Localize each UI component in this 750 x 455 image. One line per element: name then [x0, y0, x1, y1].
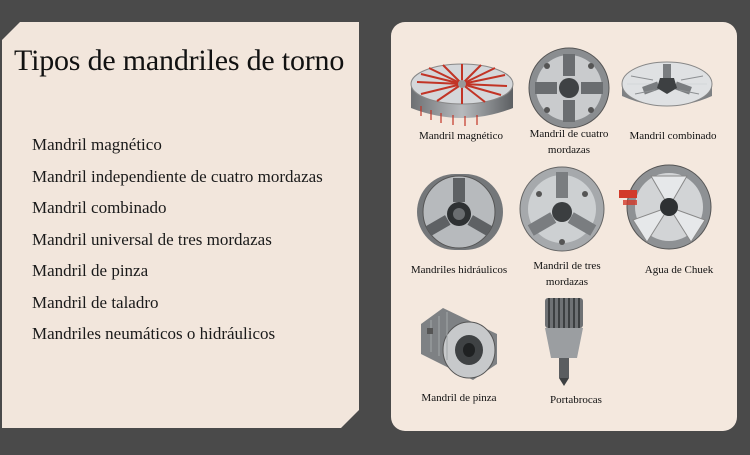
chuck-types-list: [32, 135, 323, 356]
combination-chuck-icon: [617, 44, 717, 124]
caption-drill-chuck: Portabrocas: [550, 394, 602, 406]
caption-combination-chuck: Mandril combinado: [629, 130, 717, 142]
list-item: Mandriles neumáticos o hidráulicos: [32, 324, 276, 343]
caption-three-jaw-chuck: Mandril de tres mordazas: [533, 260, 601, 288]
three-jaw-chuck-icon: [517, 162, 607, 256]
red-chuck-icon: [617, 162, 721, 252]
caption-red-chuck: Agua de Chuek: [644, 264, 714, 276]
collet-chuck-icon: [413, 294, 503, 386]
caption-hydraulic-chuck: Mandriles hidráulicos: [410, 264, 508, 276]
chuck-gallery: [391, 22, 737, 431]
caption-four-jaw-chuck: Mandril de cuatro mordazas: [529, 128, 609, 156]
list-item: Mandril magnético: [32, 135, 162, 154]
page-title: Tipos de mandriles de torno: [14, 44, 345, 77]
hydraulic-chuck-icon: [407, 164, 503, 260]
list-item: Mandril de taladro: [32, 292, 159, 312]
four-jaw-chuck-icon: [527, 46, 611, 130]
caption-magnetic-chuck: Mandril magnético: [418, 130, 503, 142]
list-item: Mandril universal de tres mordazas: [32, 229, 272, 249]
drill-chuck-icon: [539, 292, 589, 388]
list-item: Mandril de pinza: [32, 261, 149, 280]
list-item: Mandril independiente de cuatro mordazas: [32, 166, 323, 186]
caption-collet-chuck: Mandril de pinza: [421, 392, 497, 404]
list-item: Mandril combinado: [32, 198, 167, 217]
magnetic-chuck-icon: [407, 44, 517, 134]
